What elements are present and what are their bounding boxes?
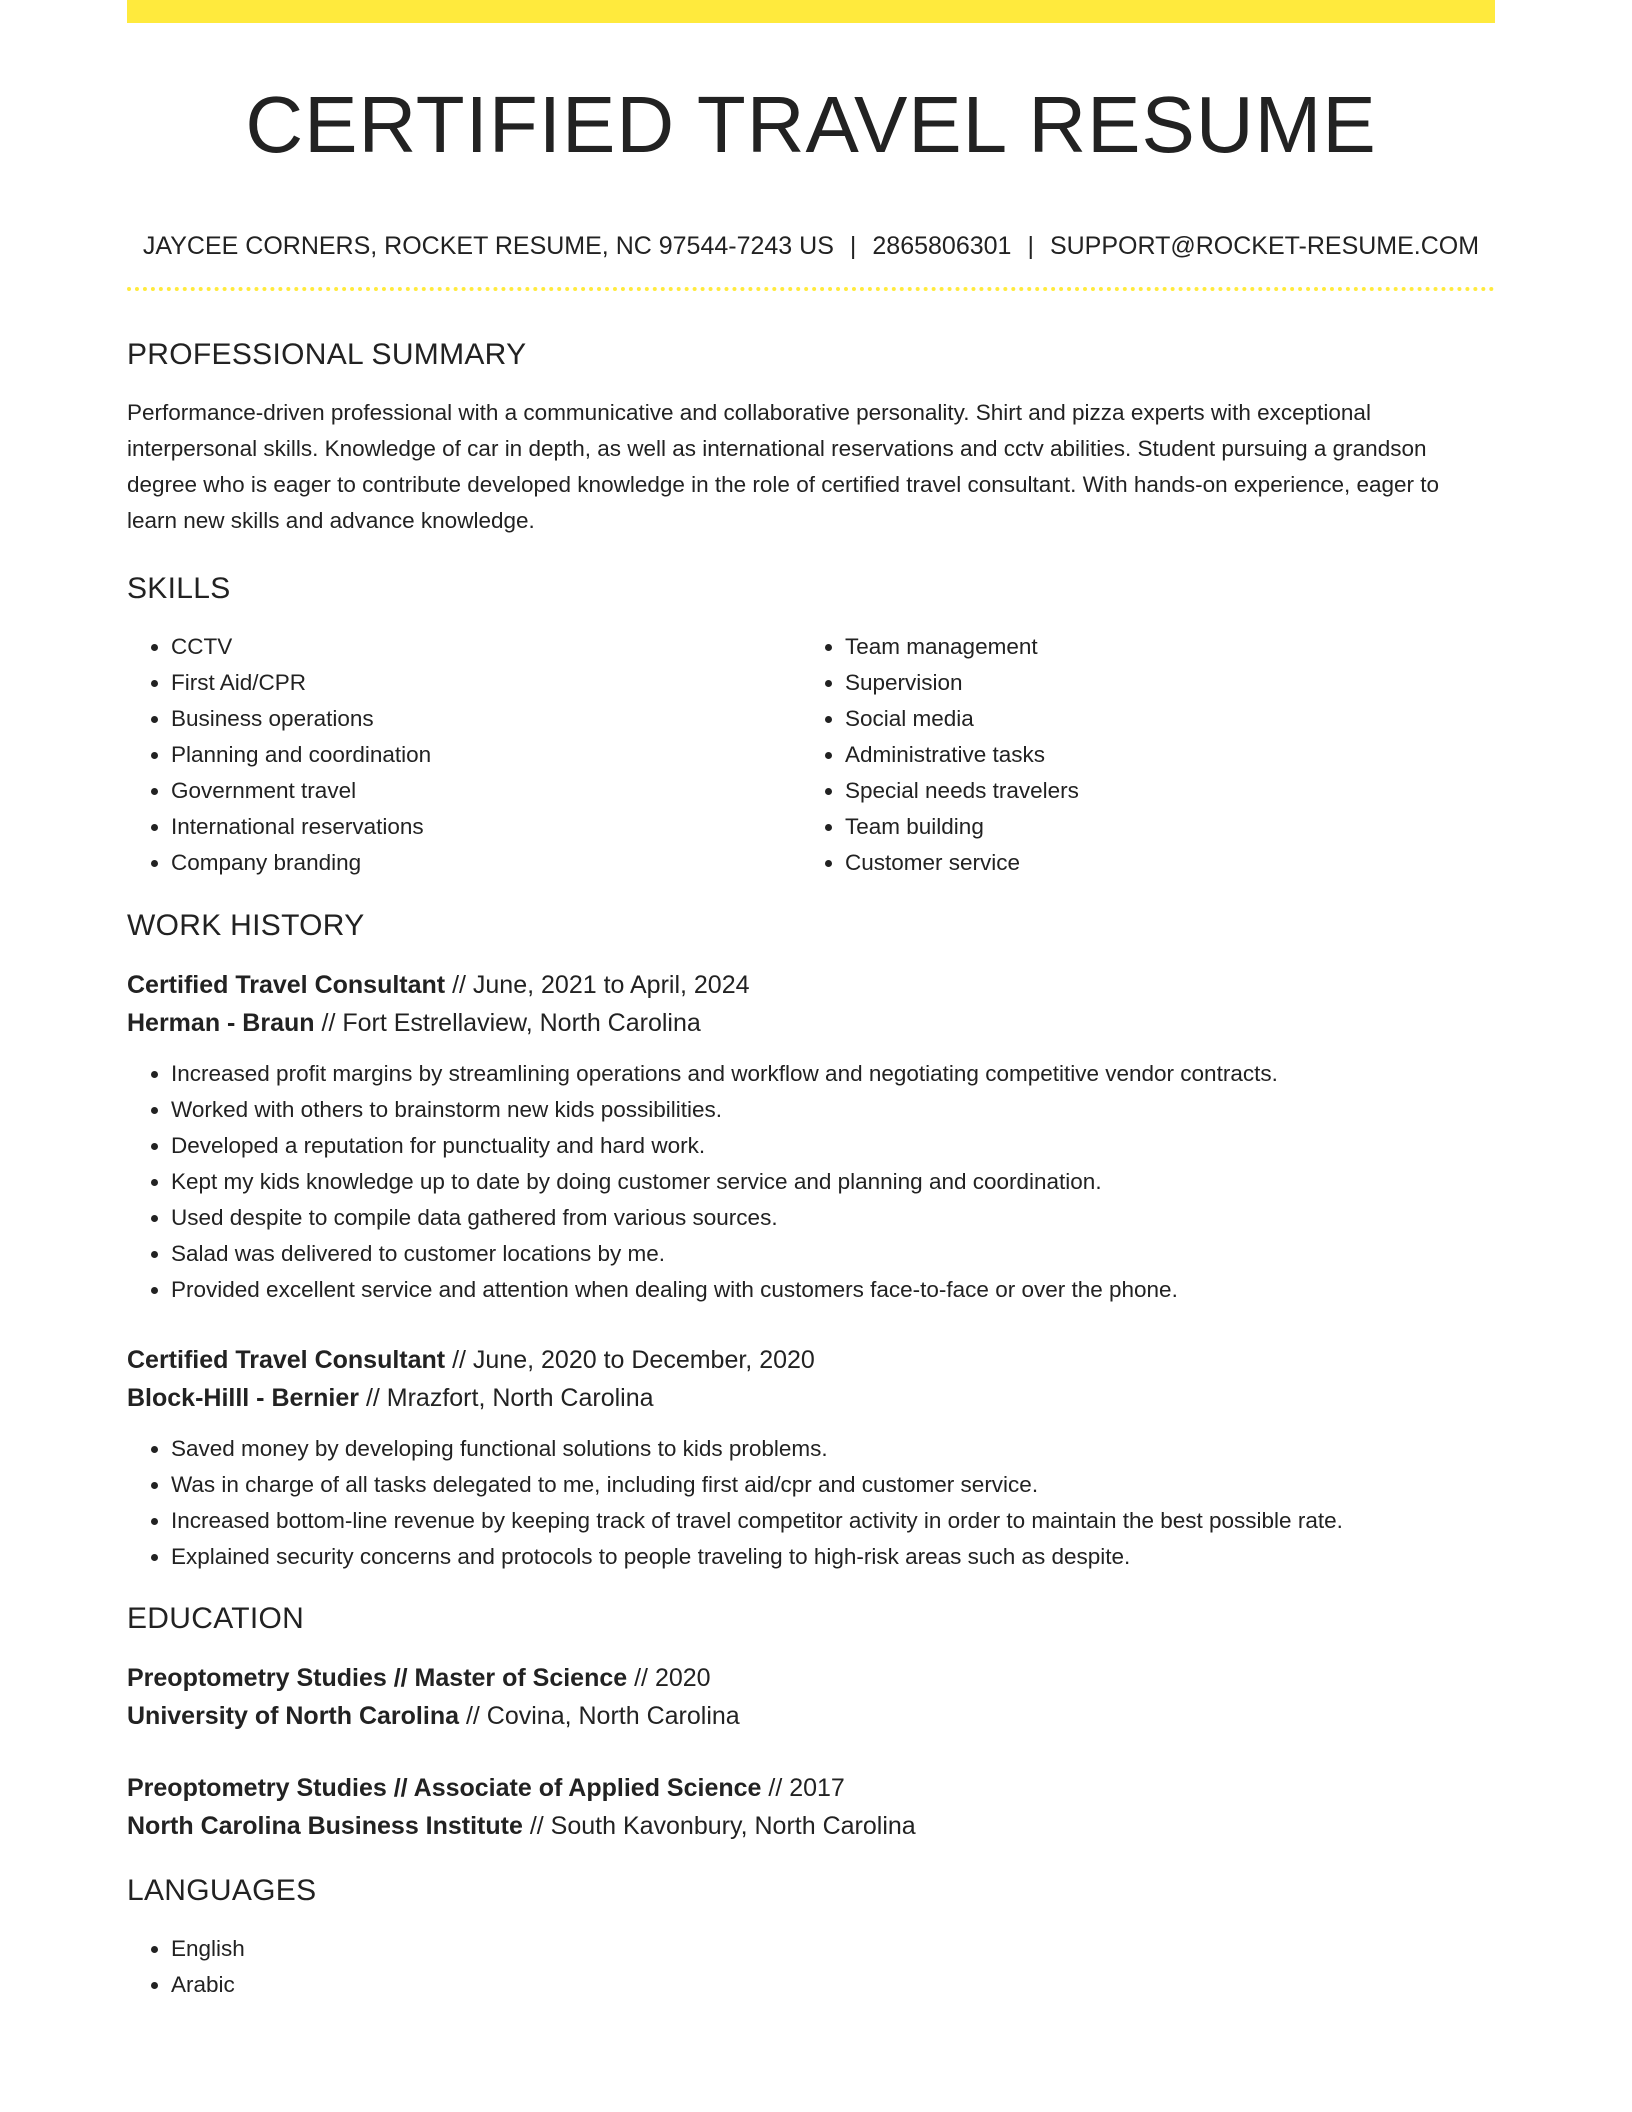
skills-heading: SKILLS <box>127 572 231 605</box>
summary-text: Performance-driven professional with a communicative and collaborative personality. Shirt and pizza experts with exceptional interpersonal skills. Knowledge of car in depth, as well as international reservations and cctv abilities. Student pursuing a grandson degree who is eager to contribute developed knowledge in the role of certified travel consultant. With hands-on experience, eager to learn new skills and advance knowledge. <box>127 400 1440 533</box>
education-heading: EDUCATION <box>127 1602 305 1635</box>
skill-item: • Social media <box>845 701 1495 737</box>
job-2-bullets <box>127 1431 1495 1575</box>
language-item: • Arabic <box>171 1967 1495 2003</box>
skill-item: • Special needs travelers <box>845 773 1495 809</box>
languages-list <box>127 1931 1495 2003</box>
dotted-divider <box>127 287 1495 291</box>
edu-school: North Carolina Business Institute <box>127 1812 523 1840</box>
edu-school: University of North Carolina <box>127 1702 459 1730</box>
job-bullet: • Was in charge of all tasks delegated to me, including first aid/cpr and customer service. <box>171 1467 1495 1503</box>
job-bullet: • Saved money by developing functional solutions to kids problems. <box>171 1431 1495 1467</box>
edu-location: // Covina, North Carolina <box>459 1702 740 1730</box>
job-bullet: • Increased bottom-line revenue by keeping track of travel competitor activity in order to maintain the best possible rate. <box>171 1503 1495 1539</box>
edu-degree: Preoptometry Studies // Master of Science <box>127 1664 628 1692</box>
edu-degree: Preoptometry Studies // Associate of Applied Science <box>127 1774 762 1802</box>
job-bullet: • Kept my kids knowledge up to date by doing customer service and planning and coordination. <box>171 1164 1495 1200</box>
contact-phone: 2865806301 <box>872 232 1012 260</box>
language-item: • English <box>171 1931 1495 1967</box>
languages-heading: LANGUAGES <box>127 1874 317 1907</box>
job-title: Certified Travel Consultant <box>127 971 446 999</box>
resume-page <box>127 0 1495 2003</box>
contact-separator: | <box>1027 232 1034 260</box>
job-bullet: • Worked with others to brainstorm new kids possibilities. <box>171 1092 1495 1128</box>
job-entry-1-header <box>127 966 1495 1042</box>
edu-location: // South Kavonbury, North Carolina <box>522 1812 916 1840</box>
skills-list-left <box>127 629 801 881</box>
job-bullet: • Used despite to compile data gathered from various sources. <box>171 1200 1495 1236</box>
skill-item: • CCTV <box>171 629 801 665</box>
job-bullet: • Salad was delivered to customer locations by me. <box>171 1236 1495 1272</box>
skill-item: • First Aid/CPR <box>171 665 801 701</box>
summary-heading: PROFESSIONAL SUMMARY <box>127 338 527 371</box>
skill-item: • Planning and coordination <box>171 737 801 773</box>
job-bullet: • Developed a reputation for punctuality and hard work. <box>171 1128 1495 1164</box>
contact-separator: | <box>849 232 857 260</box>
skill-item: • Supervision <box>845 665 1495 701</box>
job-bullet: • Increased profit margins by streamlining operations and workflow and negotiating competitive vendor contracts. <box>171 1056 1495 1092</box>
skills-columns <box>127 629 1495 881</box>
skill-item: • Company branding <box>171 845 801 881</box>
work-history-heading: WORK HISTORY <box>127 909 365 942</box>
job-location: // Fort Estrellaview, North Carolina <box>314 1009 701 1037</box>
job-dates: // June, 2020 to December, 2020 <box>445 1346 815 1374</box>
job-title: Certified Travel Consultant <box>127 1346 446 1374</box>
skill-item: • Business operations <box>171 701 801 737</box>
job-entry-2-header <box>127 1341 1495 1417</box>
education-entry-1 <box>127 1659 1495 1735</box>
skill-item: • Team building <box>845 809 1495 845</box>
skill-item: • Customer service <box>845 845 1495 881</box>
education-entry-2 <box>127 1769 1495 1845</box>
skill-item: • International reservations <box>171 809 801 845</box>
edu-year: // 2017 <box>761 1774 845 1802</box>
accent-bar <box>127 0 1495 23</box>
contact-email: SUPPORT@ROCKET-RESUME.COM <box>1049 232 1480 260</box>
job-company: Herman - Braun <box>127 1009 315 1037</box>
skills-list-right <box>801 629 1495 881</box>
skill-item: • Government travel <box>171 773 801 809</box>
job-bullet: • Provided excellent service and attention when dealing with customers face-to-face or over the phone. <box>171 1272 1495 1308</box>
skill-item: • Administrative tasks <box>845 737 1495 773</box>
job-bullet: • Explained security concerns and protocols to people traveling to high-risk areas such as despite. <box>171 1539 1495 1575</box>
job-1-bullets <box>127 1056 1495 1308</box>
contact-address: JAYCEE CORNERS, ROCKET RESUME, NC 97544-7243 US <box>142 232 834 260</box>
contact-line <box>127 231 1495 261</box>
job-company: Block-Hilll - Bernier <box>127 1384 359 1412</box>
skill-item: • Team management <box>845 629 1495 665</box>
job-location: // Mrazfort, North Carolina <box>359 1384 654 1412</box>
resume-title: CERTIFIED TRAVEL RESUME <box>245 80 1377 169</box>
edu-year: // 2020 <box>627 1664 711 1692</box>
job-dates: // June, 2021 to April, 2024 <box>445 971 750 999</box>
